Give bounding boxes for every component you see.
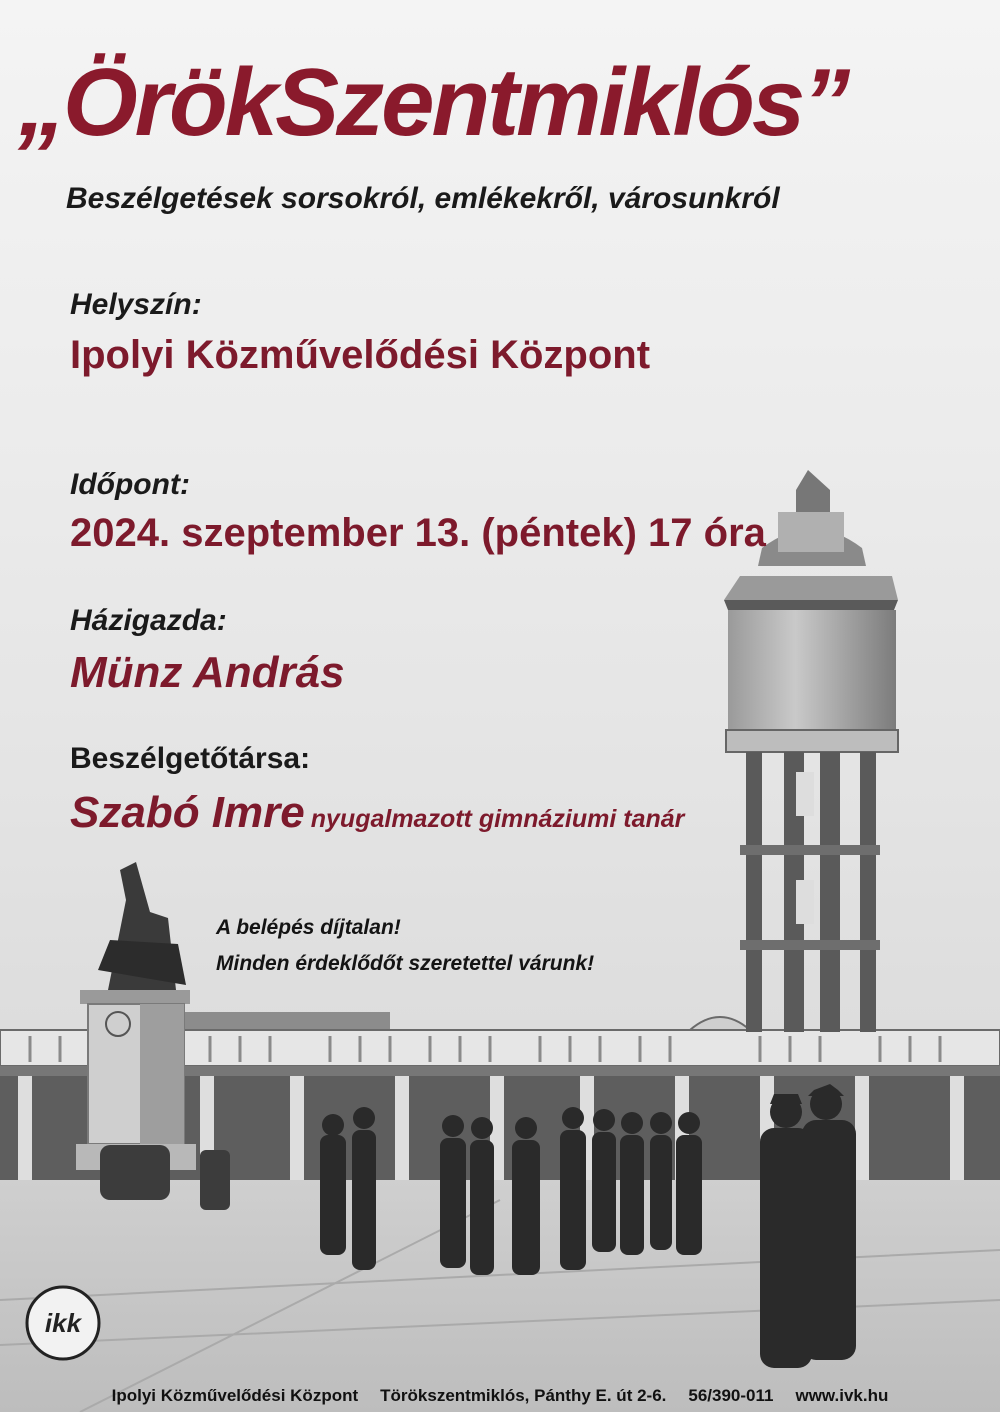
date-value: 2024. szeptember 13. (péntek) 17 óra [70, 511, 766, 555]
venue-value: Ipolyi Közművelődési Központ [70, 333, 651, 377]
footer-phone: 56/390-011 [688, 1386, 774, 1405]
poster-subtitle: Beszélgetések sorsokról, emlékekről, városunkról [66, 182, 780, 215]
partner-label: Beszélgetőtársa: [70, 742, 311, 775]
logo-text: ikk [44, 1308, 82, 1338]
host-label: Házigazda: [70, 604, 227, 637]
footer-address: Törökszentmiklós, Pánthy E. út 2-6. [380, 1386, 667, 1405]
partner-name: Szabó Imre [70, 788, 305, 837]
ikk-logo-icon [24, 1284, 102, 1362]
welcome-note: Minden érdeklődőt szeretettel várunk! [216, 952, 595, 975]
partner-role: nyugalmazott gimnáziumi tanár [310, 805, 685, 833]
venue-label: Helyszín: [70, 288, 202, 321]
partner-line [70, 788, 684, 838]
poster-title: „ÖrökSzentmiklós” [18, 49, 848, 156]
free-entry-note: A belépés díjtalan! [216, 916, 401, 939]
statue-monument [76, 862, 196, 1170]
footer-website: www.ivk.hu [795, 1386, 889, 1405]
footer-contact [0, 1380, 1000, 1412]
footer-org: Ipolyi Közművelődési Központ [111, 1386, 359, 1405]
date-label: Időpont: [70, 468, 190, 501]
host-name: Münz András [70, 648, 345, 697]
